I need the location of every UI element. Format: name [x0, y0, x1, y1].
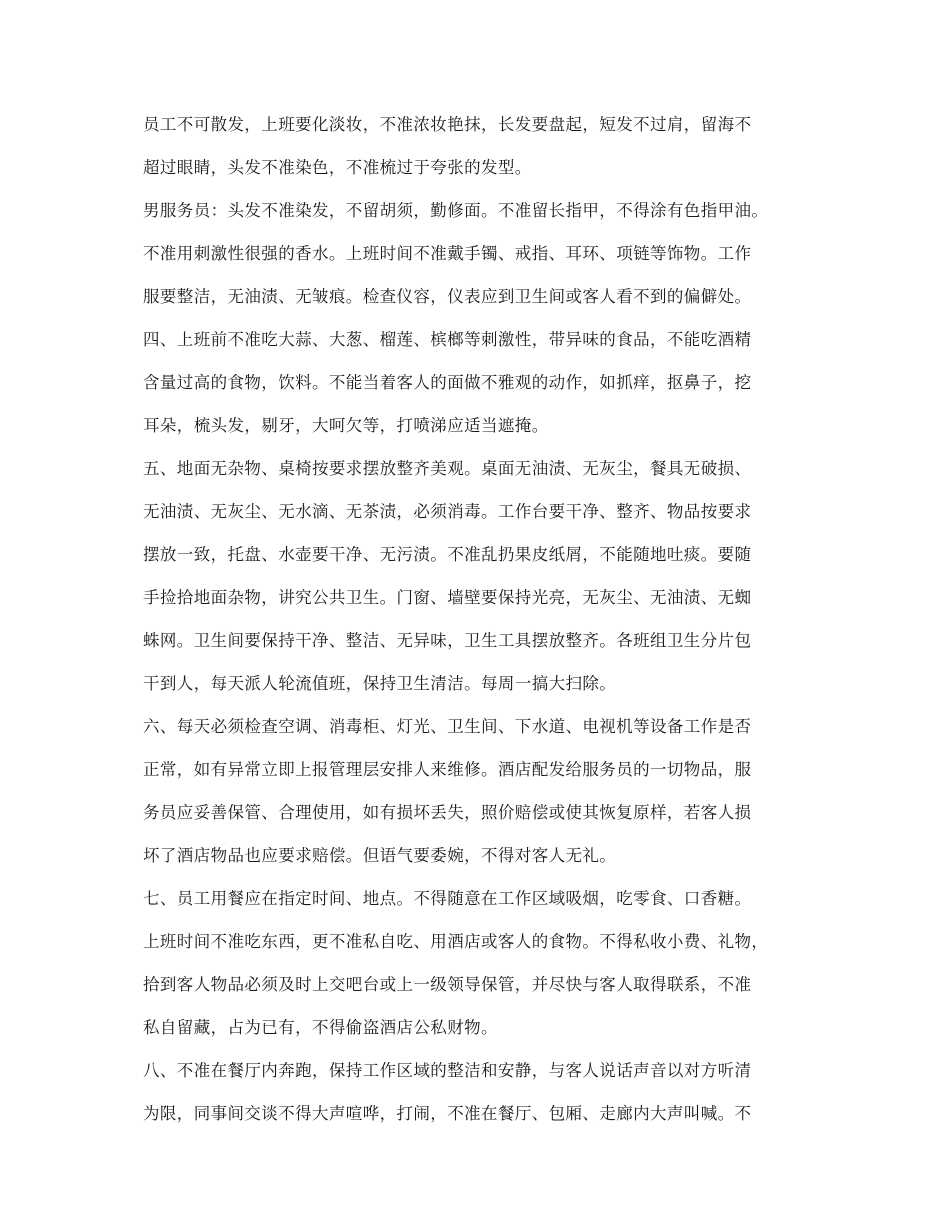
text-line: 七、员工用餐应在指定时间、地点。不得随意在工作区域吸烟，吃零食、口香糖。 — [143, 889, 752, 908]
text-line: 超过眼睛，头发不准染色，不准梳过于夸张的发型。 — [143, 158, 532, 177]
text-line: 摆放一致，托盘、水壶要干净、无污渍。不准乱扔果皮纸屑，不能随地吐痰。要随 — [143, 545, 752, 564]
text-line: 八、不准在餐厅内奔跑，保持工作区域的整洁和安静，与客人说话声音以对方听清 — [143, 1061, 752, 1080]
text-line: 手捡拾地面杂物，讲究公共卫生。门窗、墙壁要保持光亮，无灰尘、无油渍、无蜘 — [143, 588, 752, 607]
text-line: 蛛网。卫生间要保持干净、整洁、无异味，卫生工具摆放整齐。各班组卫生分片包 — [143, 631, 752, 650]
text-line: 含量过高的食物，饮料。不能当着客人的面做不雅观的动作，如抓痒，抠鼻子，挖 — [143, 373, 752, 392]
text-line: 六、每天必须检查空调、消毒柜、灯光、卫生间、下水道、电视机等设备工作是否 — [143, 717, 752, 736]
text-line: 坏了酒店物品也应要求赔偿。但语气要委婉，不得对客人无礼。 — [143, 846, 617, 865]
text-line: 干到人，每天派人轮流值班，保持卫生清洁。每周一搞大扫除。 — [143, 674, 617, 693]
text-line: 耳朵，梳头发，剔牙，大呵欠等，打喷涕应适当遮掩。 — [143, 416, 549, 435]
text-line: 服要整洁，无油渍、无皱痕。检查仪容，仪表应到卫生间或客人看不到的偏僻处。 — [143, 287, 752, 306]
text-line: 员工不可散发，上班要化淡妆，不准浓妆艳抹，长发要盘起，短发不过肩，留海不 — [143, 115, 752, 134]
text-line: 五、地面无杂物、桌椅按要求摆放整齐美观。桌面无油渍、无灰尘，餐具无破损、 — [143, 459, 752, 478]
text-line: 私自留藏，占为已有，不得偷盗酒店公私财物。 — [143, 1018, 498, 1037]
text-line: 为限，同事间交谈不得大声喧哗，打闹，不准在餐厅、包厢、走廊内大声叫喊。不 — [143, 1104, 752, 1123]
text-line: 正常，如有异常立即上报管理层安排人来维修。酒店配发给服务员的一切物品，服 — [143, 760, 752, 779]
text-line: 务员应妥善保管、合理使用，如有损坏丢失，照价赔偿或使其恢复原样，若客人损 — [143, 803, 752, 822]
document-body — [143, 110, 823, 1142]
text-line: 男服务员：头发不准染发，不留胡须，勤修面。不准留长指甲，不得涂有色指甲油。 — [143, 201, 769, 220]
text-line: 不准用刺激性很强的香水。上班时间不准戴手镯、戒指、耳环、项链等饰物。工作 — [143, 244, 752, 263]
text-line: 无油渍、无灰尘、无水滴、无茶渍，必须消毒。工作台要干净、整齐、物品按要求 — [143, 502, 752, 521]
text-line: 拾到客人物品必须及时上交吧台或上一级领导保管，并尽快与客人取得联系，不准 — [143, 975, 752, 994]
text-line: 上班时间不准吃东西，更不准私自吃、用酒店或客人的食物。不得私收小费、礼物， — [143, 932, 769, 951]
text-line: 四、上班前不准吃大蒜、大葱、榴莲、槟榔等刺激性，带异味的食品，不能吃酒精 — [143, 330, 752, 349]
